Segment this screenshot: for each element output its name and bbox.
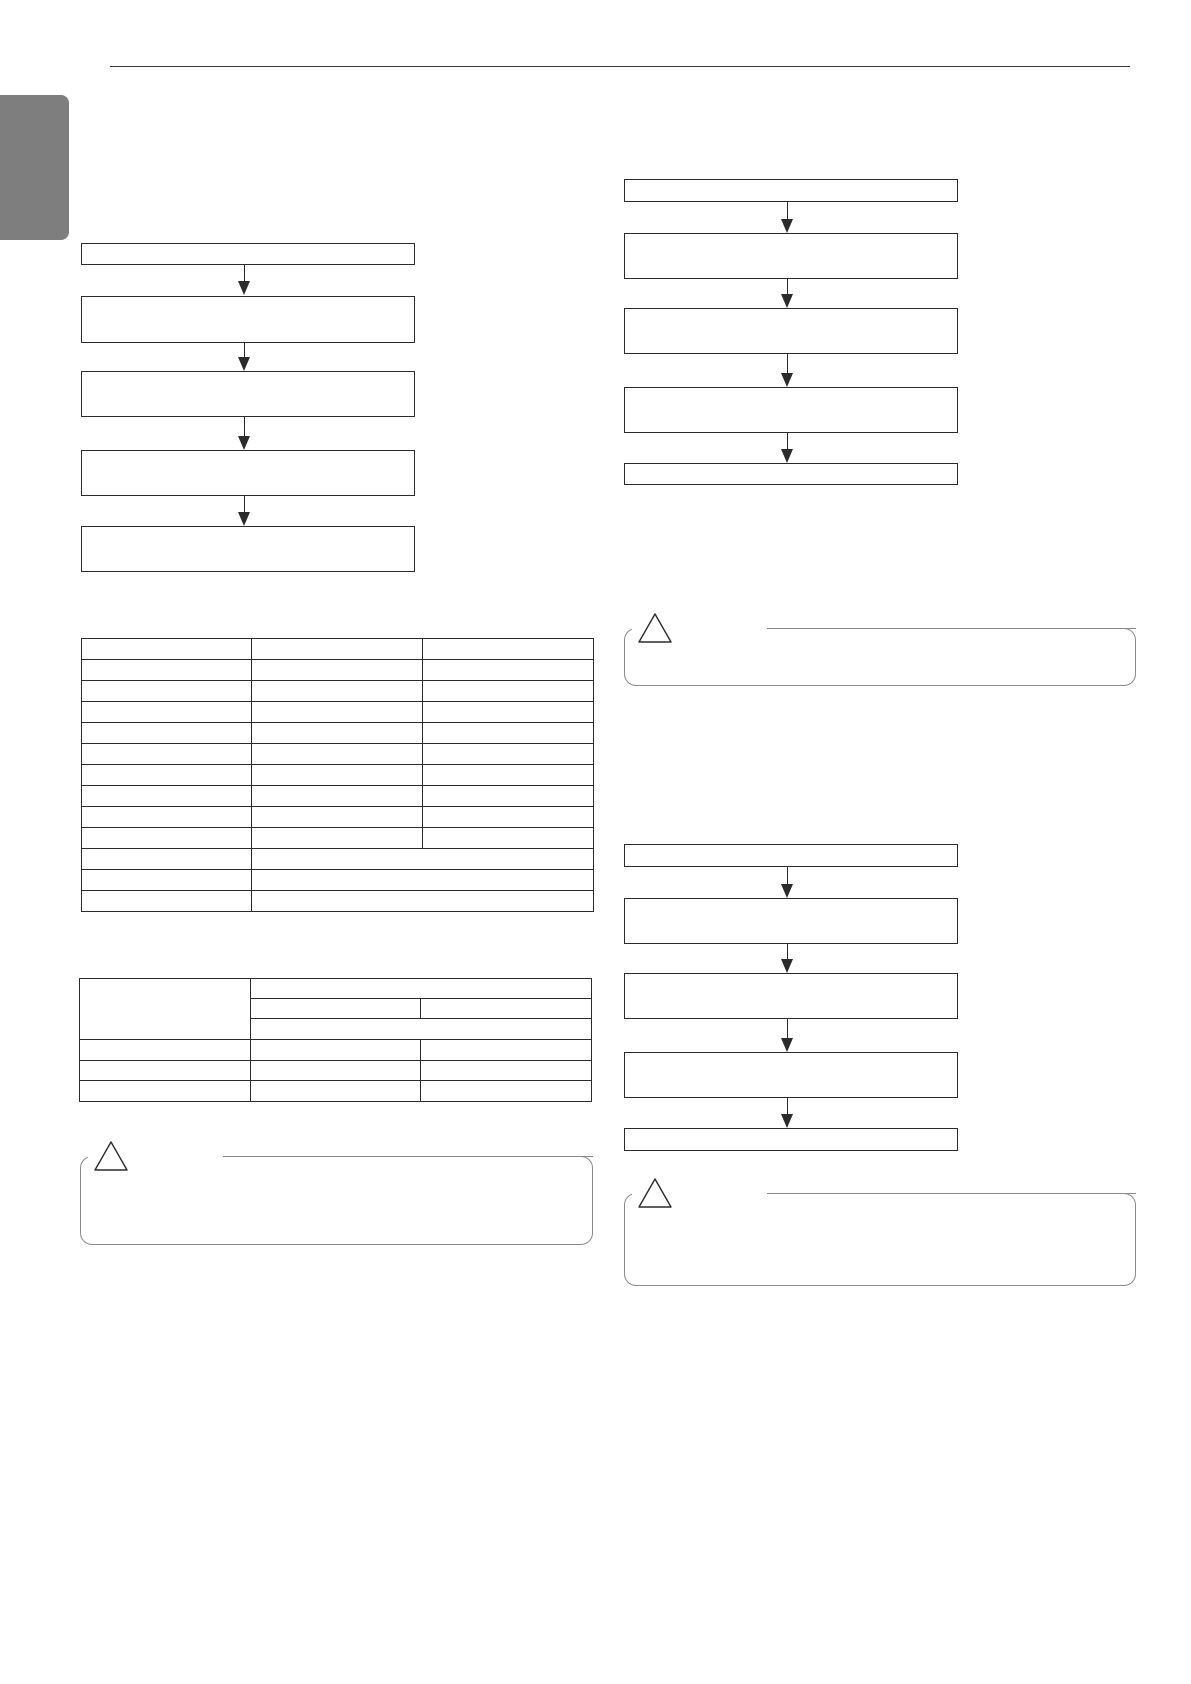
table-header-cell (251, 999, 421, 1019)
caution-box (80, 1156, 593, 1245)
table-cell (82, 681, 252, 702)
table-cell (80, 1061, 251, 1081)
arrow-down-icon (237, 417, 251, 450)
table-cell (82, 891, 252, 912)
table-row (82, 681, 594, 702)
table-cell (251, 1061, 421, 1081)
arrow-down-icon (780, 1098, 794, 1128)
table-cell (82, 639, 252, 660)
flow-step (624, 387, 958, 433)
table-cell-merged (252, 849, 594, 870)
flow-step (624, 233, 958, 279)
flow-step (81, 296, 415, 343)
arrow-down-icon (780, 279, 794, 308)
table-cell (423, 807, 594, 828)
table-cell (252, 723, 423, 744)
table-cell (421, 1081, 592, 1102)
table-cell (423, 744, 594, 765)
header-rule (110, 66, 1130, 67)
table-cell (82, 744, 252, 765)
table-cell (82, 849, 252, 870)
arrow-down-icon (780, 867, 794, 898)
table-cell-merged (252, 891, 594, 912)
arrow-down-icon (237, 265, 251, 295)
table-cell (252, 786, 423, 807)
table-row (82, 702, 594, 723)
table-header-cell (251, 979, 592, 999)
flow-step (624, 463, 958, 485)
table-row (82, 786, 594, 807)
table-cell (80, 1081, 251, 1102)
table-row (82, 828, 594, 849)
table-row (82, 765, 594, 786)
table-cell (421, 1061, 592, 1081)
table-header-cell (421, 999, 592, 1019)
flow-step (81, 243, 415, 265)
table-cell (82, 786, 252, 807)
flow-step (624, 973, 958, 1019)
table-row (82, 723, 594, 744)
table-cell (82, 765, 252, 786)
table-row (82, 891, 594, 912)
table-cell (423, 828, 594, 849)
warning-triangle-icon (637, 612, 673, 644)
table-row (82, 870, 594, 891)
table-cell (252, 744, 423, 765)
caution-box (624, 1193, 1136, 1286)
arrow-down-icon (780, 202, 794, 233)
table-cell (252, 681, 423, 702)
flow-step (81, 450, 415, 496)
table-row (82, 849, 594, 870)
table-cell (423, 702, 594, 723)
caution-rule (767, 1193, 1136, 1194)
table-cell (82, 660, 252, 681)
table-cell (82, 723, 252, 744)
flow-step (624, 308, 958, 354)
flow-step (624, 898, 958, 944)
table-row (82, 807, 594, 828)
table-row (80, 1040, 592, 1061)
table-cell (252, 828, 423, 849)
table-cell (423, 786, 594, 807)
flow-step (624, 179, 958, 202)
caution-rule (223, 1156, 593, 1157)
arrow-down-icon (780, 1019, 794, 1052)
table-header-cell (251, 1019, 592, 1040)
table-header-cell (80, 979, 251, 1040)
table-cell (252, 639, 423, 660)
table-cell (423, 681, 594, 702)
warning-triangle-icon (93, 1140, 129, 1172)
table-header-row (80, 979, 592, 999)
table-cell (251, 1040, 421, 1061)
table-cell (423, 723, 594, 744)
arrow-down-icon (237, 343, 251, 371)
arrow-down-icon (780, 944, 794, 973)
table-cell (251, 1081, 421, 1102)
table-row (82, 639, 594, 660)
table-cell (421, 1040, 592, 1061)
table-cell (252, 660, 423, 681)
table-cell (423, 639, 594, 660)
arrow-down-icon (780, 354, 794, 387)
arrow-down-icon (237, 496, 251, 526)
table-cell (252, 702, 423, 723)
table-cell (423, 765, 594, 786)
spec-table (81, 638, 594, 912)
flow-step (81, 371, 415, 417)
table-row (82, 744, 594, 765)
table-cell (82, 807, 252, 828)
pipe-size-table (79, 978, 592, 1102)
table-cell (80, 1040, 251, 1061)
flow-step (81, 526, 415, 572)
language-side-tab (0, 95, 69, 240)
table-cell (82, 702, 252, 723)
table-cell (82, 828, 252, 849)
table-row (82, 660, 594, 681)
table-cell (423, 660, 594, 681)
table-cell (252, 765, 423, 786)
table-cell-merged (252, 870, 594, 891)
flow-step (624, 1052, 958, 1098)
arrow-down-icon (780, 433, 794, 463)
caution-rule (767, 628, 1136, 629)
table-cell (252, 807, 423, 828)
table-cell (82, 870, 252, 891)
table-row (80, 1061, 592, 1081)
table-row (80, 1081, 592, 1102)
flow-step (624, 1128, 958, 1151)
flow-step (624, 844, 958, 867)
warning-triangle-icon (637, 1177, 673, 1209)
